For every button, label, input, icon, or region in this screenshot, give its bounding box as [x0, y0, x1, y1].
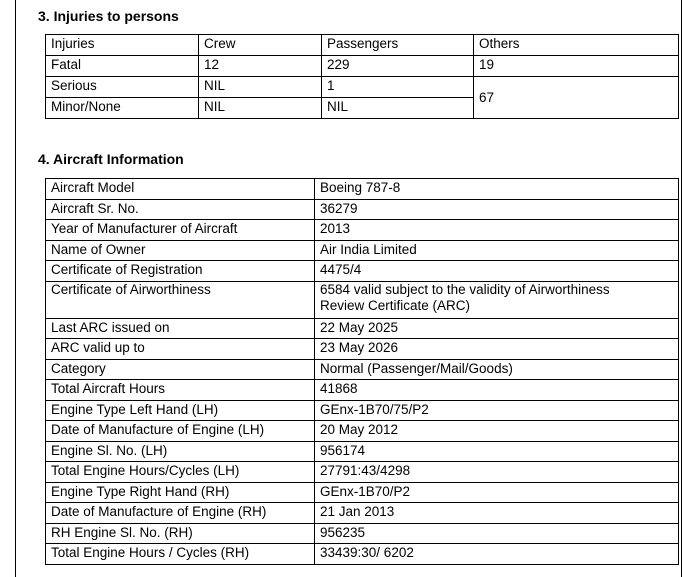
crew-value: NIL: [199, 98, 322, 119]
field-label: Date of Manufacture of Engine (LH): [46, 421, 315, 442]
injury-label: Serious: [46, 77, 199, 98]
table-row: [46, 261, 679, 282]
table-row: [46, 220, 679, 241]
passengers-value: 1: [322, 77, 474, 98]
crew-value: NIL: [199, 77, 322, 98]
injuries-col-header: Injuries: [46, 35, 199, 56]
field-label: Aircraft Sr. No.: [46, 199, 315, 220]
field-value: 4475/4: [315, 261, 679, 282]
field-value: 20 May 2012: [315, 421, 679, 442]
table-row: [46, 339, 679, 360]
passengers-value: 229: [322, 56, 474, 77]
table-row: [46, 77, 679, 98]
field-value: 956235: [315, 523, 679, 544]
field-value: GEnx-1B70/75/P2: [315, 400, 679, 421]
passengers-col-header: Passengers: [322, 35, 474, 56]
field-value: [315, 281, 679, 318]
field-label: Engine Sl. No. (LH): [46, 441, 315, 462]
table-row: [46, 421, 679, 442]
field-value: 36279: [315, 199, 679, 220]
field-label: RH Engine Sl. No. (RH): [46, 523, 315, 544]
field-value: 956174: [315, 441, 679, 462]
field-value: 41868: [315, 380, 679, 401]
field-label: Certificate of Airworthiness: [46, 281, 315, 318]
table-row: [46, 544, 679, 565]
field-label: Name of Owner: [46, 240, 315, 261]
field-label: Total Engine Hours / Cycles (RH): [46, 544, 315, 565]
crew-col-header: Crew: [199, 35, 322, 56]
field-label: Engine Type Left Hand (LH): [46, 400, 315, 421]
table-row: [46, 400, 679, 421]
field-value: 2013: [315, 220, 679, 241]
field-label: ARC valid up to: [46, 339, 315, 360]
injuries-table: [45, 34, 679, 119]
table-row: [46, 359, 679, 380]
field-value: 33439:30/ 6202: [315, 544, 679, 565]
injury-label: Minor/None: [46, 98, 199, 119]
aircraft-info-table: [45, 178, 679, 565]
table-row: [46, 482, 679, 503]
field-value-line: Review Certificate (ARC): [320, 297, 471, 313]
section-3-title: 3. Injuries to persons: [38, 8, 179, 24]
field-value: 27791:43/4298: [315, 462, 679, 483]
field-value-line: 6584 valid subject to the validity of Airworthiness: [320, 281, 610, 297]
table-row: [46, 281, 679, 318]
field-value: Normal (Passenger/Mail/Goods): [315, 359, 679, 380]
section-4-title: 4. Aircraft Information: [38, 151, 184, 167]
table-row: [46, 318, 679, 339]
others-col-header: Others: [474, 35, 679, 56]
field-label: Year of Manufacturer of Aircraft: [46, 220, 315, 241]
table-row: [46, 441, 679, 462]
table-row: [46, 179, 679, 200]
field-label: Aircraft Model: [46, 179, 315, 200]
injuries-header-row: [46, 35, 679, 56]
table-row: [46, 199, 679, 220]
table-row: [46, 503, 679, 524]
field-label: Last ARC issued on: [46, 318, 315, 339]
field-label: Certificate of Registration: [46, 261, 315, 282]
field-label: Engine Type Right Hand (RH): [46, 482, 315, 503]
field-label: Date of Manufacture of Engine (RH): [46, 503, 315, 524]
field-value: 23 May 2026: [315, 339, 679, 360]
field-label: Total Aircraft Hours: [46, 380, 315, 401]
field-label: Category: [46, 359, 315, 380]
table-row: [46, 523, 679, 544]
table-row: [46, 56, 679, 77]
field-label: Total Engine Hours/Cycles (LH): [46, 462, 315, 483]
field-value: Air India Limited: [315, 240, 679, 261]
field-value: 22 May 2025: [315, 318, 679, 339]
field-value: GEnx-1B70/P2: [315, 482, 679, 503]
others-value: 19: [474, 56, 679, 77]
table-row: [46, 462, 679, 483]
table-row: [46, 240, 679, 261]
passengers-value: NIL: [322, 98, 474, 119]
field-value: 21 Jan 2013: [315, 503, 679, 524]
table-row: [46, 380, 679, 401]
field-value: Boeing 787-8: [315, 179, 679, 200]
others-value: 67: [474, 77, 679, 119]
injury-label: Fatal: [46, 56, 199, 77]
crew-value: 12: [199, 56, 322, 77]
